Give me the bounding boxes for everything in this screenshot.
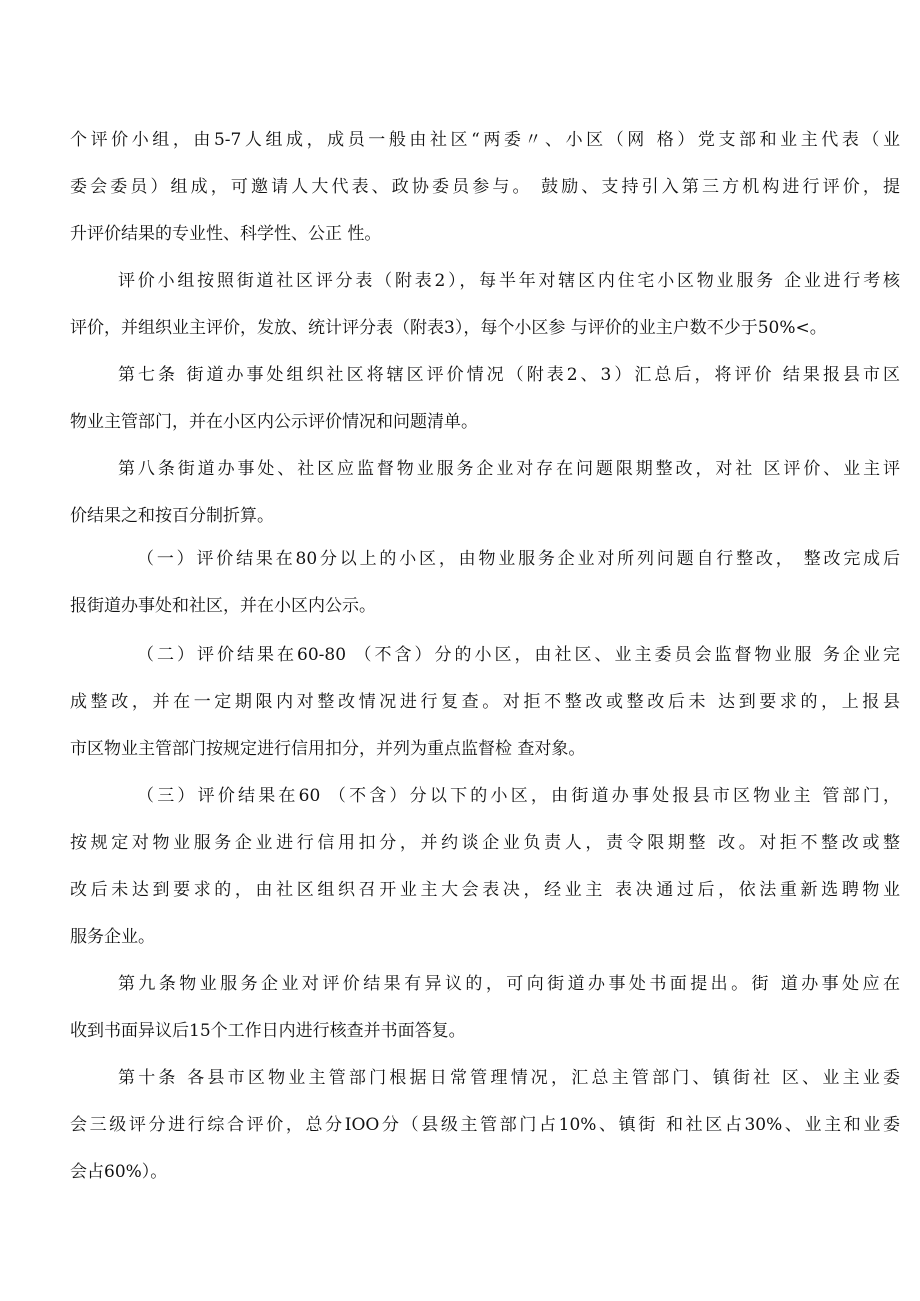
- paragraph-line: 服务企业。: [70, 927, 155, 947]
- paragraph-line: 评价小组按照街道社区评分表（附表2），每半年对辖区内住宅小区物业服务 企业进行考核: [118, 271, 900, 291]
- paragraph-line: 评价，并组织业主评价，发放、统计评分表（附表3），每个小区参 与评价的业主户数不少于50%<。: [70, 318, 827, 338]
- paragraph-line: 报街道办事处和社区，并在小区内公示。: [70, 596, 376, 616]
- paragraph-line: 市区物业主管部门按规定进行信用扣分，并列为重点监督检 查对象。: [70, 739, 586, 759]
- paragraph-line: 收到书面异议后15个工作日内进行核查并书面答复。: [70, 1021, 466, 1041]
- paragraph-line: 会占60%）。: [70, 1162, 168, 1182]
- paragraph-line: 物业主管部门，并在小区内公示评价情况和问题清单。: [70, 412, 478, 432]
- paragraph-line: 升评价结果的专业性、科学性、公正 性。: [70, 224, 382, 244]
- paragraph-line: （三）评价结果在60 （不含）分以下的小区，由街道办事处报县市区物业主 管部门，: [137, 786, 900, 806]
- paragraph-line: 改后未达到要求的，由社区组织召开业主大会表决，经业主 表决通过后，依法重新选聘物业: [70, 880, 900, 900]
- paragraph-line: 委会委员）组成，可邀请人大代表、政协委员参与。 鼓励、支持引入第三方机构进行评价，提: [70, 177, 900, 197]
- paragraph-line: 价结果之和按百分制折算。: [70, 506, 274, 526]
- paragraph-line: 成整改，并在一定期限内对整改情况进行复查。对拒不整改或整改后未 达到要求的，上报县: [70, 692, 900, 712]
- paragraph-line: 第七条 街道办事处组织社区将辖区评价情况（附表2、3）汇总后，将评价 结果报县市区: [118, 365, 900, 385]
- paragraph-line: 第十条 各县市区物业主管部门根据日常管理情况，汇总主管部门、镇街社 区、业主业委: [118, 1068, 900, 1088]
- paragraph-line: 会三级评分进行综合评价，总分IOO分（县级主管部门占10%、镇街 和社区占30%、业主和业委: [70, 1115, 900, 1135]
- paragraph-line: 第九条物业服务企业对评价结果有异议的，可向街道办事处书面提出。街 道办事处应在: [118, 974, 900, 994]
- paragraph-line: 个评价小组，由5-7人组成，成员一般由社区“两委〃、小区（网 格）党支部和业主代表（业: [70, 130, 900, 150]
- paragraph-line: （二）评价结果在60-80 （不含）分的小区，由社区、业主委员会监督物业服 务企业完: [137, 645, 900, 665]
- paragraph-line: （一）评价结果在80分以上的小区，由物业服务企业对所列问题自行整改， 整改完成后: [137, 549, 900, 569]
- paragraph-line: 按规定对物业服务企业进行信用扣分，并约谈企业负责人，责令限期整 改。对拒不整改或整: [70, 833, 900, 853]
- paragraph-line: 第八条街道办事处、社区应监督物业服务企业对存在问题限期整改，对社 区评价、业主评: [118, 459, 900, 479]
